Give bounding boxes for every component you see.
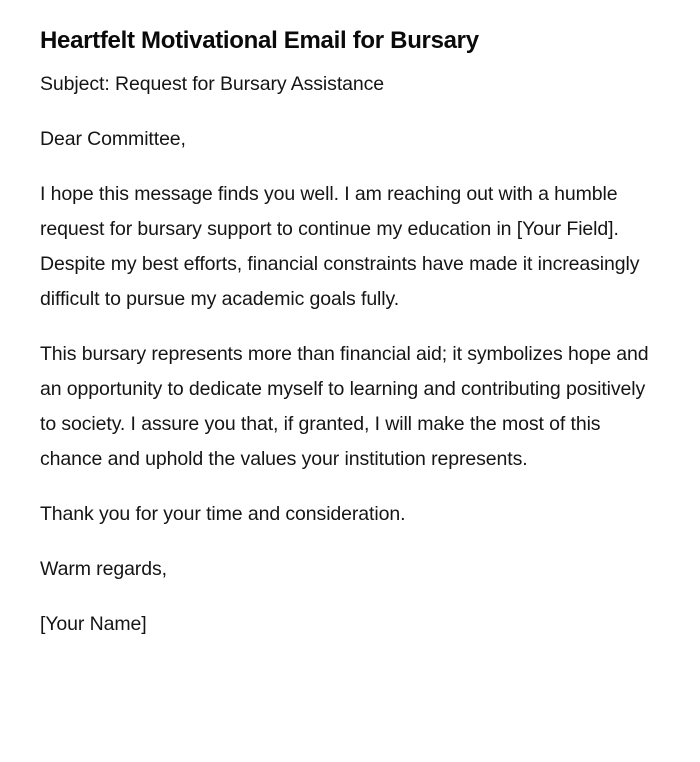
email-signature: [Your Name] xyxy=(40,613,147,635)
body-paragraph-3: Thank you for your time and consideration. xyxy=(40,503,406,525)
body-paragraph-2: This bursary represents more than financial aid; it symbolizes hope and an opportunity to dedicate myself to learning and contributing positively to society. I assure you that, if granted, I will make the most of this chance and uphold the values your institution represents. xyxy=(40,343,649,470)
email-closing: Warm regards, xyxy=(40,558,167,580)
document-title: Heartfelt Motivational Email for Bursary xyxy=(40,27,479,54)
email-salutation: Dear Committee, xyxy=(40,128,186,150)
email-subject: Subject: Request for Bursary Assistance xyxy=(40,73,385,95)
body-paragraph-1: I hope this message finds you well. I am reaching out with a humble request for bursary support to continue my education in [Your Field]. Despite my best efforts, financial constraints have made it increasingly difficult to pursue my academic goals fully. xyxy=(40,183,640,310)
